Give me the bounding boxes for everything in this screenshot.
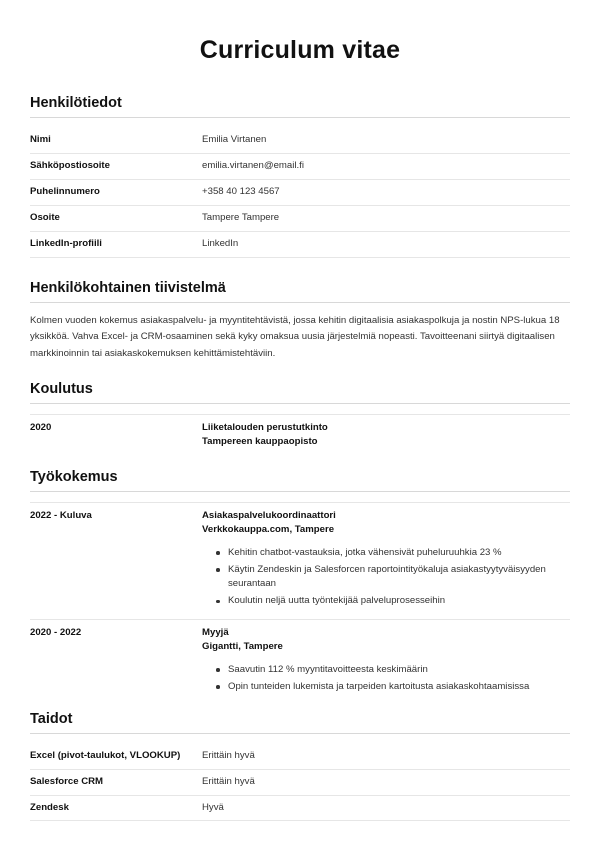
experience-period: 2020 - 2022 <box>30 627 82 639</box>
field-label: Sähköpostiosoite <box>30 159 110 171</box>
experience-bullets <box>30 546 570 609</box>
experience-org: Verkkokauppa.com, Tampere <box>202 523 335 535</box>
list-item <box>30 414 570 451</box>
experience-role: Asiakaspalvelukoordinaattori <box>202 509 336 521</box>
section-skills <box>30 711 570 822</box>
field-label: Osoite <box>30 211 60 223</box>
table-row <box>30 180 570 206</box>
section-personal-details <box>30 95 570 258</box>
divider <box>30 403 570 404</box>
section-title-education: Koulutus <box>30 381 93 398</box>
list-item <box>30 619 570 656</box>
field-value: Tampere Tampere <box>202 211 280 223</box>
list-item: Koulutin neljä uutta työntekijää palveluprosesseihin <box>216 594 570 609</box>
skill-name: Excel (pivot-taulukot, VLOOKUP) <box>30 749 181 761</box>
field-label: Puhelinnumero <box>30 185 100 197</box>
table-row <box>30 770 570 796</box>
field-value: Emilia Virtanen <box>202 134 267 145</box>
section-education <box>30 381 570 451</box>
experience-details <box>202 626 570 654</box>
list-item: Saavutin 112 % myyntitavoitteesta keskimäärin <box>216 663 570 678</box>
field-value-linkedin[interactable]: LinkedIn <box>202 237 239 249</box>
spacer <box>30 455 570 469</box>
field-label: Nimi <box>30 134 51 145</box>
section-summary <box>30 280 570 363</box>
divider <box>30 733 570 734</box>
section-title-skills: Taidot <box>30 710 73 727</box>
table-row <box>30 232 570 258</box>
skill-level: Erittäin hyvä <box>202 775 255 787</box>
skill-level: Hyvä <box>202 801 224 813</box>
experience-details <box>202 509 570 537</box>
list-item: Kehitin chatbot-vastauksia, jotka vähensivät puheluruuhkia 23 % <box>216 546 570 561</box>
field-label: LinkedIn-profiili <box>30 237 102 249</box>
table-row <box>30 796 570 822</box>
divider <box>30 302 570 303</box>
skill-level: Erittäin hyvä <box>202 749 255 761</box>
skill-name: Zendesk <box>30 801 69 813</box>
page-title: Curriculum vitae <box>199 36 401 64</box>
list-item <box>30 502 570 539</box>
list-item: Käytin Zendeskin ja Salesforcen raportointityökaluja asiakastyytyväisyyden seurantaan <box>216 563 570 593</box>
spacer <box>30 262 570 280</box>
table-row <box>30 744 570 770</box>
divider <box>30 117 570 118</box>
summary-text: Kolmen vuoden kokemus asiakaspalvelu- ja myyntitehtävistä, jossa kehitin digitaalisia asiakaspolkuja ja nostin NPS-lukua 18 yksikköä. Vahva Excel- ja CRM-osaaminen sekä kyky omaksua uusia järjestelmiä nopeasti. Tavoitteenani siirtyä digitaalisen markkinoinnin tai asiakaskokemuksen kehittämistehtäviin. <box>30 314 560 360</box>
education-school: Tampereen kauppaopisto <box>202 435 318 447</box>
section-experience <box>30 469 570 695</box>
experience-org: Gigantti, Tampere <box>202 641 283 652</box>
table-row <box>30 206 570 232</box>
education-details <box>202 421 570 449</box>
experience-bullets <box>30 663 570 695</box>
skill-name: Salesforce CRM <box>30 775 104 787</box>
education-period: 2020 <box>30 422 52 434</box>
experience-period: 2022 - Kuluva <box>30 509 92 521</box>
section-title-personal-details: Henkilötiedot <box>30 95 122 111</box>
list-item: Opin tunteiden lukemista ja tarpeiden kartoitusta asiakaskohtaamisissa <box>216 680 570 695</box>
table-row <box>30 154 570 180</box>
divider <box>30 491 570 492</box>
field-value: +358 40 123 4567 <box>202 185 280 197</box>
experience-role: Myyjä <box>202 627 229 639</box>
table-row <box>30 128 570 154</box>
section-title-summary: Henkilökohtainen tiivistelmä <box>30 279 226 296</box>
education-degree: Liiketalouden perustutkinto <box>202 422 328 434</box>
section-title-experience: Työkokemus <box>30 468 118 485</box>
field-value: emilia.virtanen@email.fi <box>202 159 304 171</box>
